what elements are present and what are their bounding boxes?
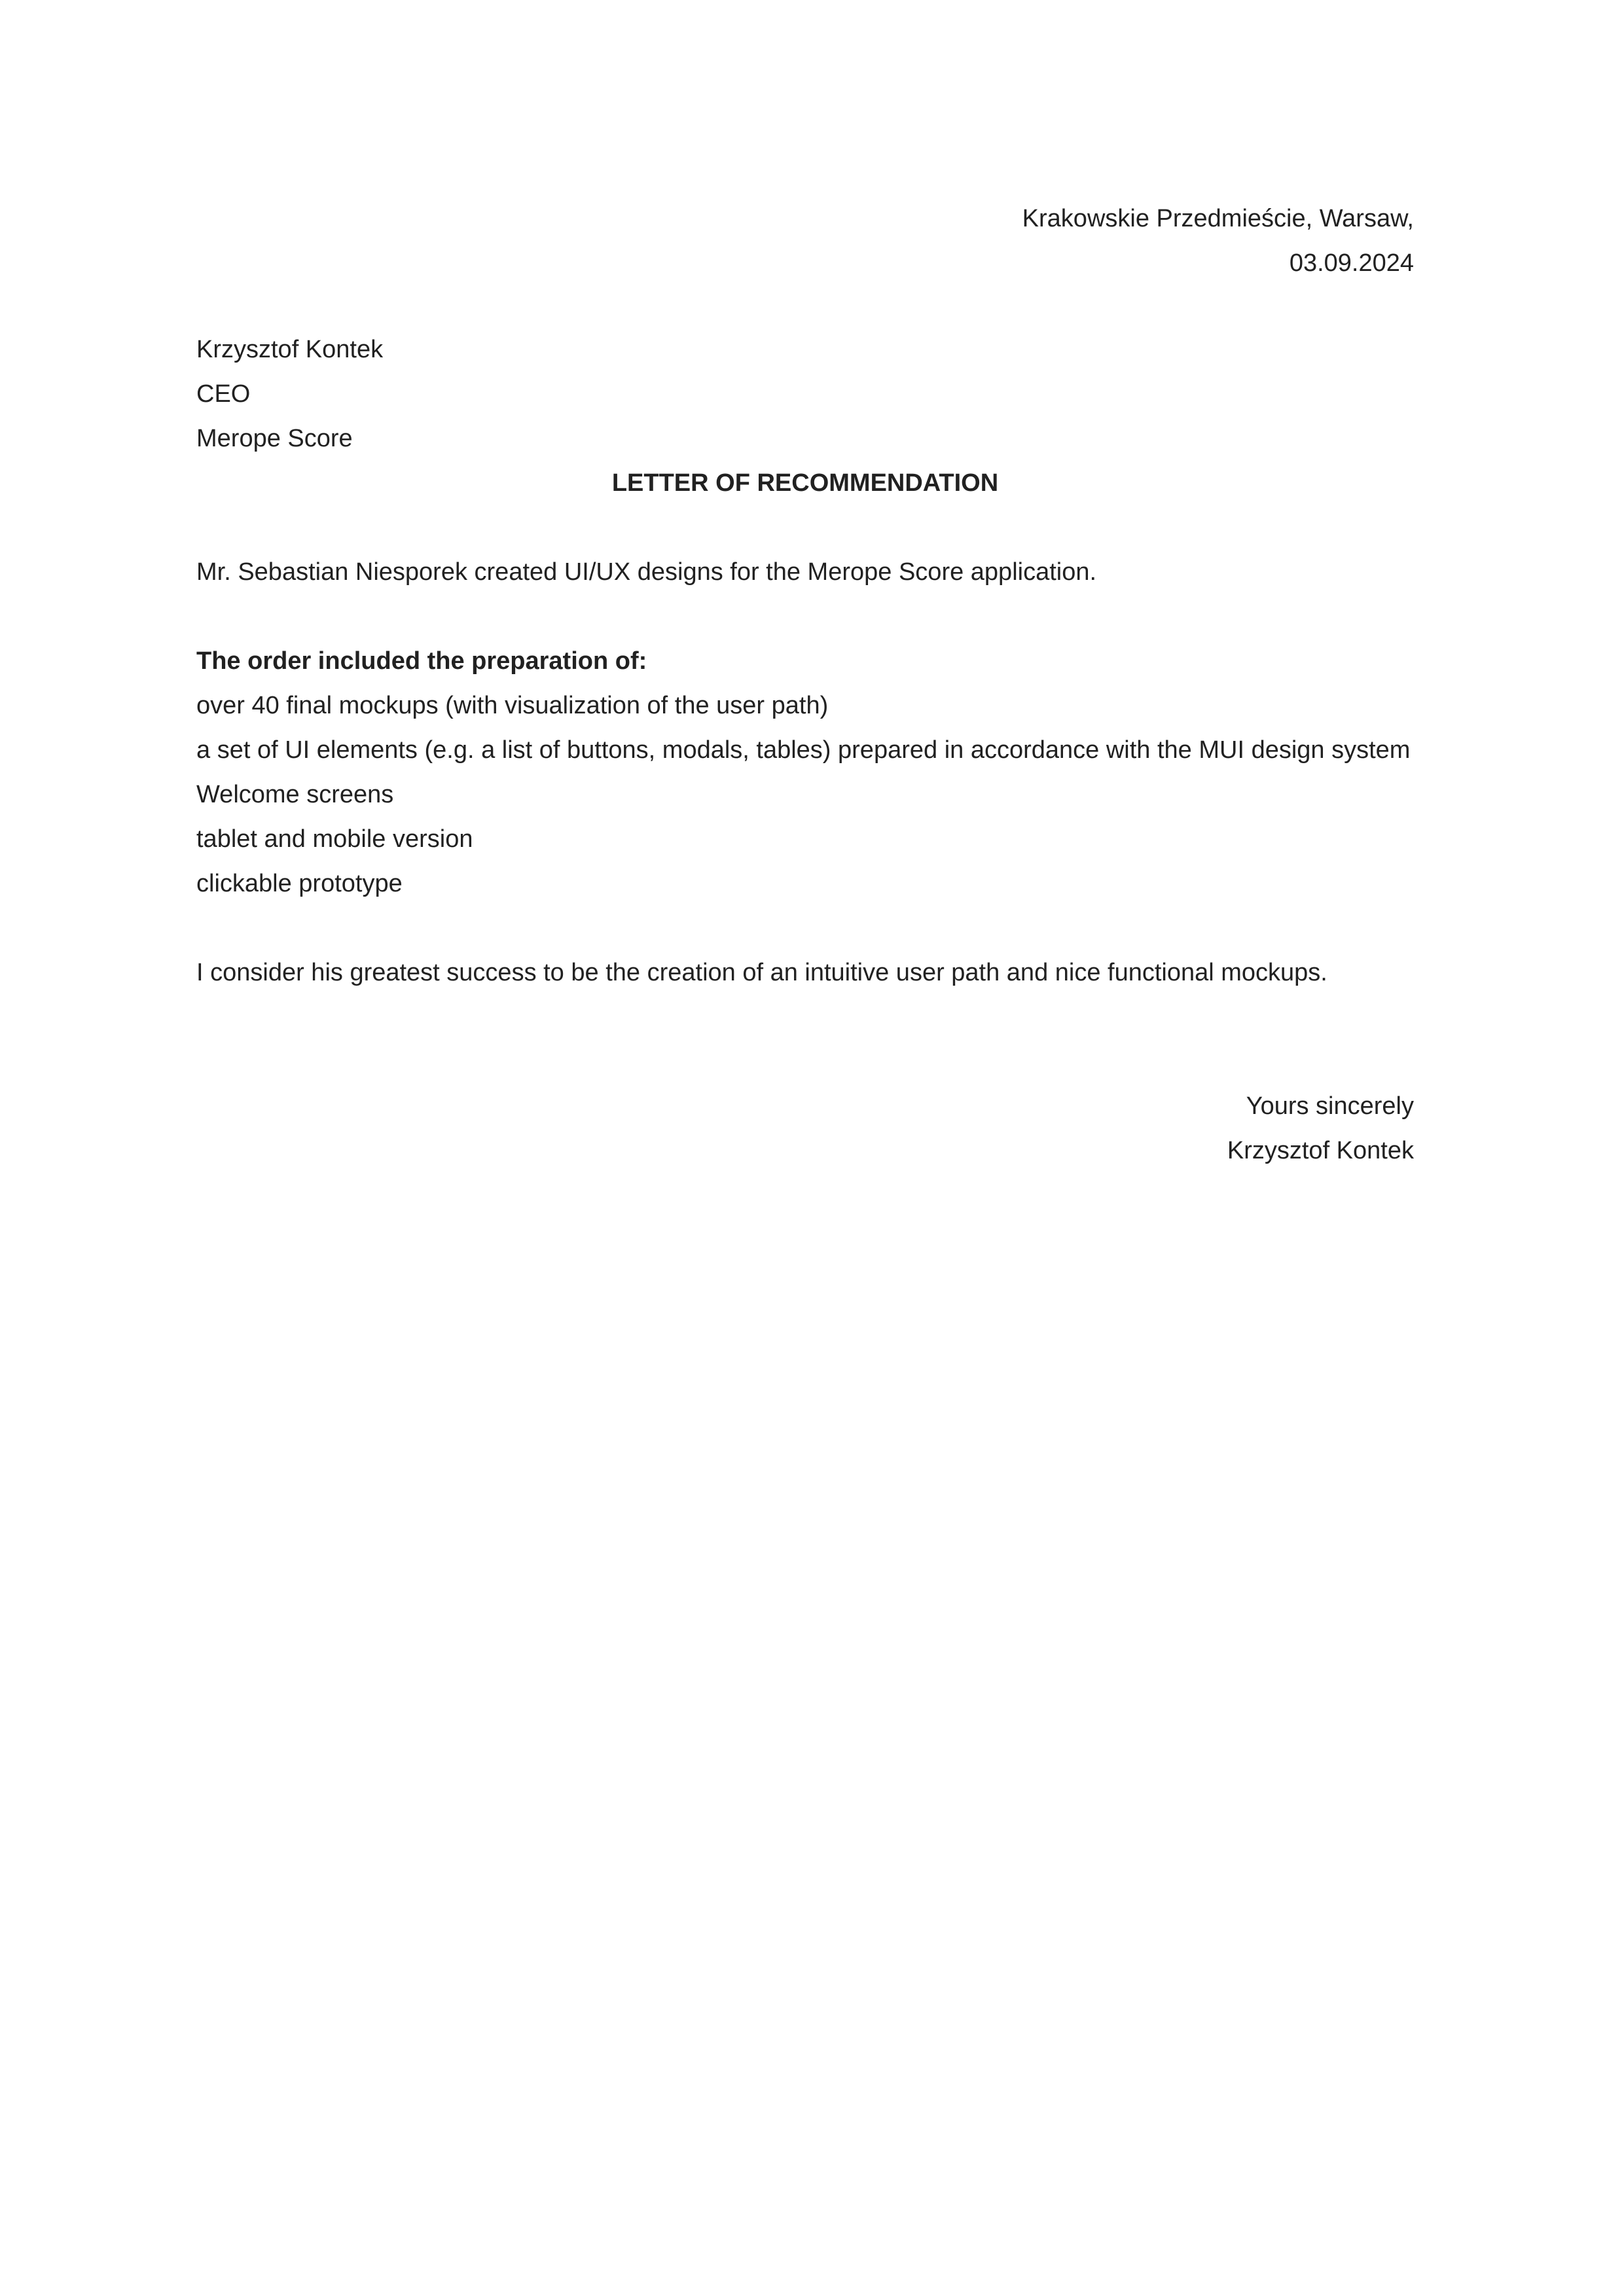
place-line: Krakowskie Przedmieście, Warsaw, — [1022, 205, 1414, 232]
order-heading: The order included the preparation of: — [196, 647, 647, 675]
order-section — [196, 639, 1414, 906]
order-item: a set of UI elements (e.g. a list of buttons, modals, tables) prepared in accordance with the MUI design system — [196, 736, 1411, 764]
order-item: Welcome screens — [196, 781, 394, 808]
order-item: tablet and mobile version — [196, 825, 473, 853]
place-date-block — [196, 196, 1414, 285]
sender-title: CEO — [196, 380, 251, 408]
signoff-block — [196, 1084, 1414, 1173]
order-item: clickable prototype — [196, 870, 403, 897]
signoff-name: Krzysztof Kontek — [1227, 1137, 1414, 1164]
letter-content — [196, 196, 1414, 1173]
intro-paragraph: Mr. Sebastian Niesporek created UI/UX designs for the Merope Score application. — [196, 558, 1097, 586]
order-item: over 40 final mockups (with visualization of the user path) — [196, 692, 829, 719]
sender-block — [196, 327, 1414, 461]
letter-title: LETTER OF RECOMMENDATION — [611, 469, 999, 497]
signoff-phrase: Yours sincerely — [1246, 1092, 1414, 1120]
date-line: 03.09.2024 — [1289, 249, 1414, 277]
closing-paragraph: I consider his greatest success to be the creation of an intuitive user path and nice functional mockups. — [196, 959, 1327, 986]
sender-company: Merope Score — [196, 425, 353, 452]
sender-name: Krzysztof Kontek — [196, 336, 384, 363]
